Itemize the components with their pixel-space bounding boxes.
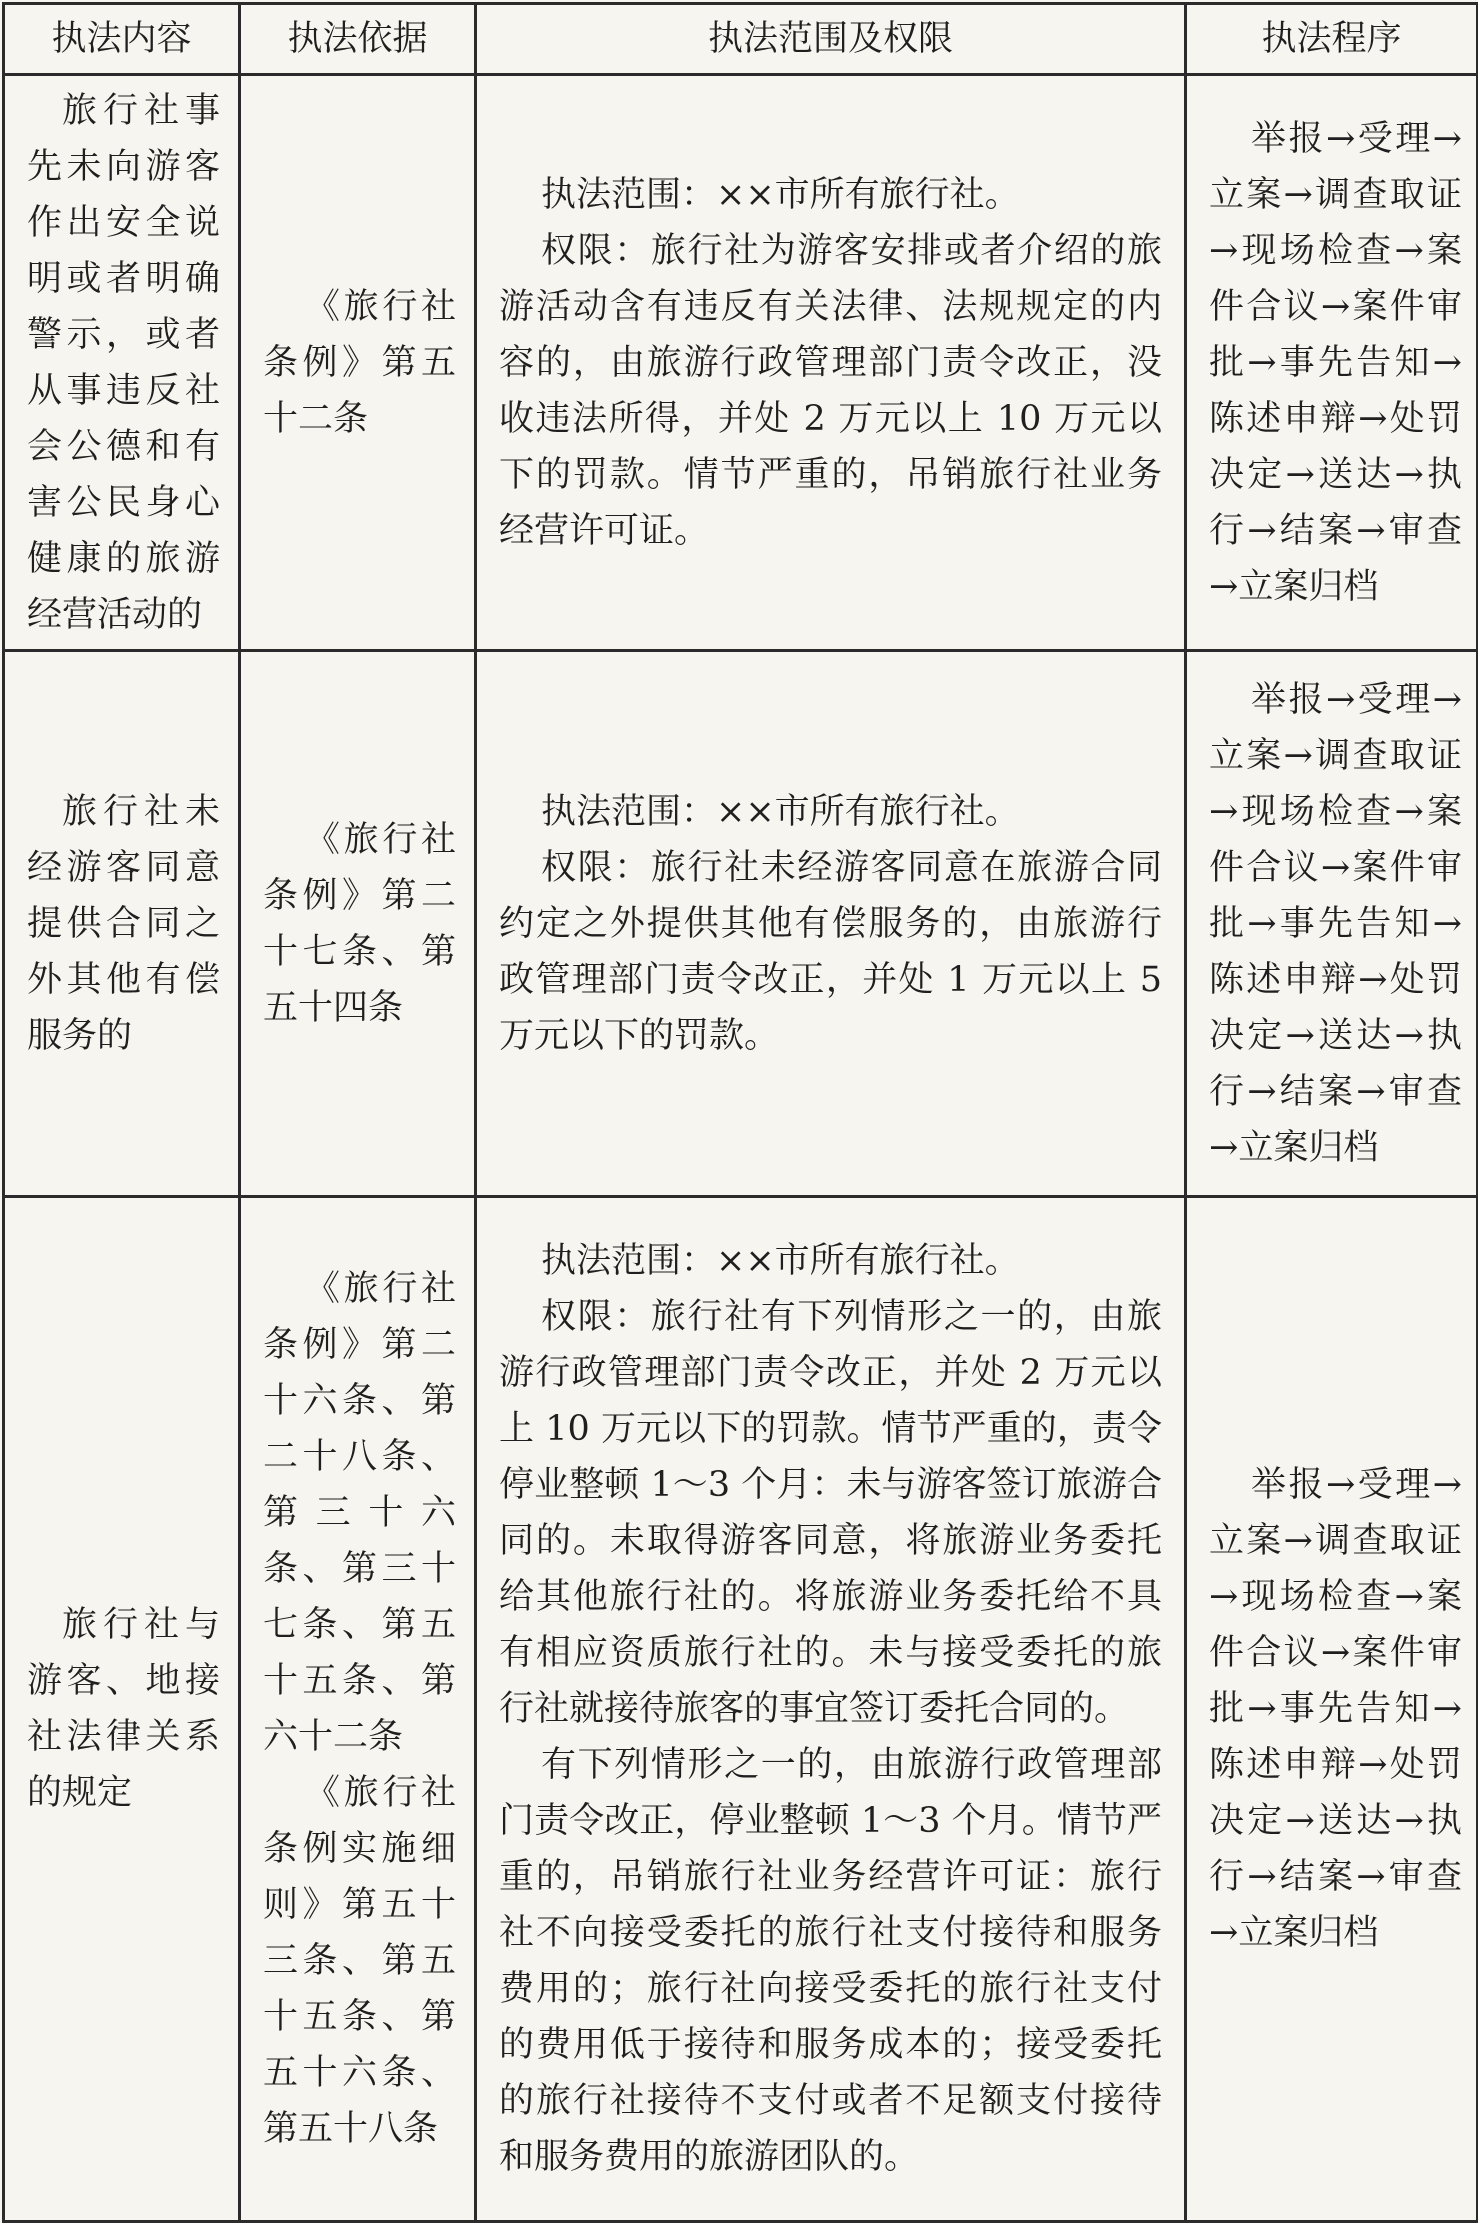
cell-procedure bbox=[1186, 75, 1478, 651]
cell-basis bbox=[240, 75, 476, 651]
cell-scope bbox=[476, 1197, 1186, 2222]
cell-content bbox=[4, 651, 240, 1197]
table-row bbox=[4, 75, 1478, 651]
cell-content bbox=[4, 1197, 240, 2222]
basis-text: 《旅行社条例》第五十二条 bbox=[263, 286, 456, 439]
procedure-text: 举报→受理→立案→调查取证→现场检查→案件合议→案件审批→事先告知→陈述申辩→处罚决定→送达→执行→结案→审查→立案归档 bbox=[1209, 679, 1462, 1168]
basis-text-2: 《旅行社条例实施细则》第五十三条、第五十五条、第五十六条、第五十八条 bbox=[263, 1773, 456, 2149]
scope-authority-text: 权限：旅行社为游客安排或者介绍的旅游活动含有违反有关法律、法规规定的内容的，由旅游行政管理部门责令改正，没收违法所得，并处 2 万元以上 10 万元以下的罚款。情节严重的，吊销旅行社业务经营许可证。 bbox=[499, 230, 1162, 551]
scope-range-text: 执法范围：××市所有旅行社。 bbox=[541, 1241, 1020, 1281]
scope-authority-text-2: 有下列情形之一的，由旅游行政管理部门责令改正，停业整顿 1～3 个月。情节严重的，吊销旅行社业务经营许可证：旅行社不向接受委托的旅行社支付接待和服务费用的；旅行社向接受委托的旅行社支付的费用低于接待和服务成本的；接受委托的旅行社接待不支付或者不足额支付接待和服务费用的旅游团队的。 bbox=[499, 1745, 1162, 2177]
table-row bbox=[4, 1197, 1478, 2222]
cell-scope bbox=[476, 651, 1186, 1197]
cell-basis bbox=[240, 1197, 476, 2222]
law-enforcement-table bbox=[2, 2, 1478, 2223]
header-content: 执法内容 bbox=[4, 4, 240, 75]
procedure-text: 举报→受理→立案→调查取证→现场检查→案件合议→案件审批→事先告知→陈述申辩→处罚决定→送达→执行→结案→审查→立案归档 bbox=[1209, 1465, 1462, 1953]
cell-procedure bbox=[1186, 1197, 1478, 2222]
table-header-row bbox=[4, 4, 1478, 75]
header-basis: 执法依据 bbox=[240, 4, 476, 75]
header-procedure: 执法程序 bbox=[1186, 4, 1478, 75]
content-text: 旅行社未经游客同意提供合同之外其他有偿服务的 bbox=[27, 791, 220, 1056]
scope-range-text: 执法范围：××市所有旅行社。 bbox=[541, 174, 1020, 215]
cell-procedure bbox=[1186, 651, 1478, 1197]
scope-authority-text: 权限：旅行社有下列情形之一的，由旅游行政管理部门责令改正，并处 2 万元以上 10 万元以下的罚款。情节严重的，责令停业整顿 1～3 个月：未与游客签订旅游合同的。未取得游客同意，将旅游业务委托给其他旅行社的。将旅游业务委托给不具有相应资质旅行社的。未与接受委托的旅行社就接待旅客的事宜签订委托合同的。 bbox=[499, 1297, 1162, 1729]
cell-scope bbox=[476, 75, 1186, 651]
cell-content bbox=[4, 75, 240, 651]
table-row bbox=[4, 651, 1478, 1197]
header-scope: 执法范围及权限 bbox=[476, 4, 1186, 75]
content-text: 旅行社事先未向游客作出安全说明或者明确警示，或者从事违反社会公德和有害公民身心健康的旅游经营活动的 bbox=[27, 90, 220, 635]
cell-basis bbox=[240, 651, 476, 1197]
scope-range-text: 执法范围：××市所有旅行社。 bbox=[541, 791, 1020, 832]
basis-text: 《旅行社条例》第二十六条、第二十八条、第三十六条、第三十七条、第五十五条、第六十二条 bbox=[263, 1269, 456, 1757]
procedure-text: 举报→受理→立案→调查取证→现场检查→案件合议→案件审批→事先告知→陈述申辩→处罚决定→送达→执行→结案→审查→立案归档 bbox=[1209, 118, 1462, 607]
scope-authority-text: 权限：旅行社未经游客同意在旅游合同约定之外提供其他有偿服务的，由旅游行政管理部门责令改正，并处 1 万元以上 5 万元以下的罚款。 bbox=[499, 847, 1162, 1056]
basis-text: 《旅行社条例》第二十七条、第五十四条 bbox=[263, 819, 456, 1028]
content-text: 旅行社与游客、地接社法律关系的规定 bbox=[27, 1605, 220, 1813]
